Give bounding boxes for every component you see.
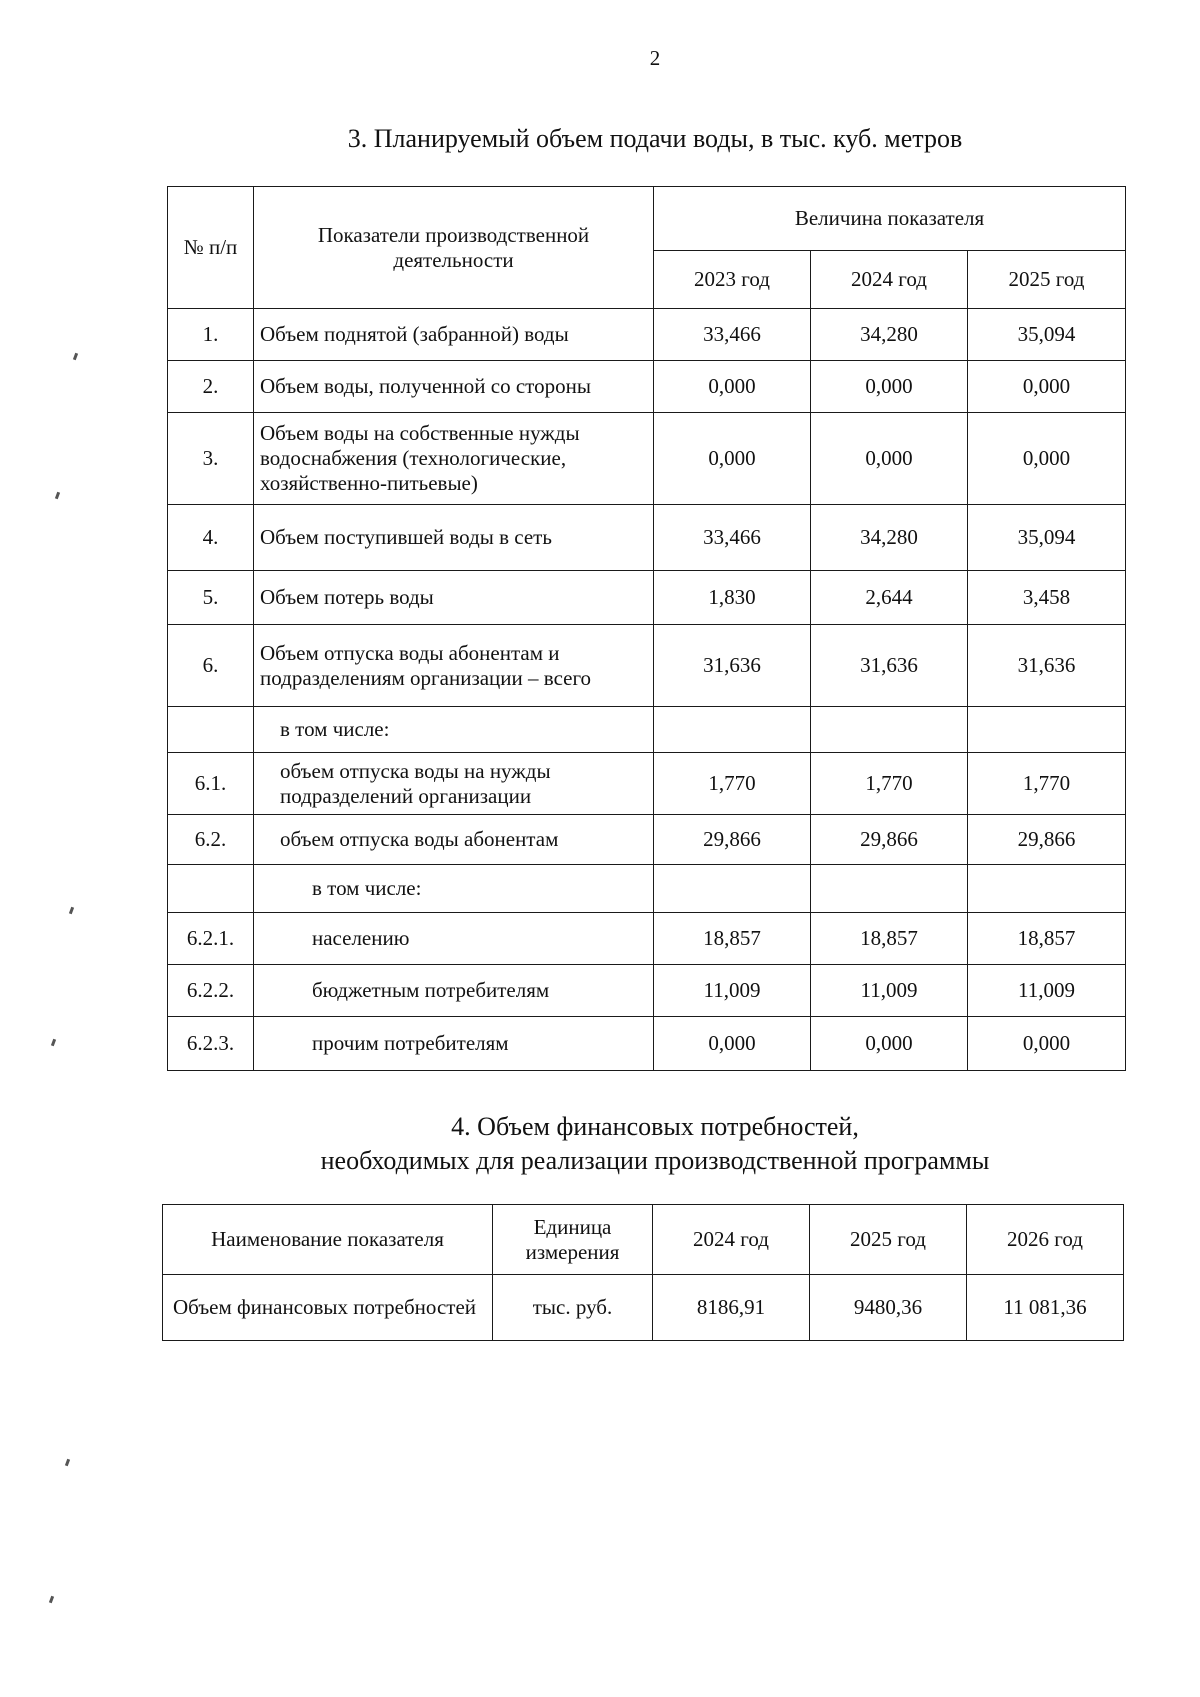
table-row [168, 361, 1126, 413]
row-name: Объем поднятой (забранной) воды [254, 309, 654, 361]
row-value: 33,466 [654, 309, 811, 361]
page-number: 2 [649, 46, 661, 70]
header-year-2024: 2024 год [811, 251, 968, 309]
row-name: в том числе: [254, 865, 654, 913]
row-value: 33,466 [654, 505, 811, 571]
row-value [654, 865, 811, 913]
row-num: 1. [168, 309, 254, 361]
row-value: 1,770 [654, 753, 811, 815]
row-name: прочим потребителям [254, 1017, 654, 1071]
row-name: в том числе: [254, 707, 654, 753]
table-row [163, 1275, 1124, 1341]
section-4-title-line-1: 4. Объем финансовых потребностей, [451, 1112, 859, 1141]
table-row [168, 625, 1126, 707]
header-year-2025: 2025 год [968, 251, 1126, 309]
row-value: 11 081,36 [967, 1275, 1124, 1341]
row-value: 31,636 [654, 625, 811, 707]
header-num: № п/п [168, 187, 254, 309]
row-num: 3. [168, 413, 254, 505]
row-num: 6.2.1. [168, 913, 254, 965]
row-value: 34,280 [811, 309, 968, 361]
row-value: 0,000 [968, 361, 1126, 413]
scan-mark [69, 907, 74, 915]
row-value: 11,009 [811, 965, 968, 1017]
row-value: 0,000 [654, 361, 811, 413]
row-value: 18,857 [811, 913, 968, 965]
row-value: 18,857 [654, 913, 811, 965]
row-num [168, 865, 254, 913]
row-value: 18,857 [968, 913, 1126, 965]
table-row [168, 413, 1126, 505]
row-value [811, 865, 968, 913]
row-value: 29,866 [654, 815, 811, 865]
scan-mark [73, 353, 78, 361]
row-num: 5. [168, 571, 254, 625]
row-num: 6.2.2. [168, 965, 254, 1017]
row-value: 0,000 [654, 413, 811, 505]
row-value: 0,000 [654, 1017, 811, 1071]
row-name: Объем отпуска воды абонентам и подразделениям организации – всего [254, 625, 654, 707]
row-name: Объем потерь воды [254, 571, 654, 625]
table-row [168, 815, 1126, 865]
row-value: 9480,36 [810, 1275, 967, 1341]
row-num: 6.2.3. [168, 1017, 254, 1071]
header-unit: Единица измерения [493, 1205, 653, 1275]
row-value: 11,009 [968, 965, 1126, 1017]
table-row [168, 505, 1126, 571]
row-num: 2. [168, 361, 254, 413]
financial-needs-table [162, 1204, 1124, 1341]
section-4-title-line-2: необходимых для реализации производственной программы [320, 1146, 990, 1175]
row-value [968, 865, 1126, 913]
table-row [168, 571, 1126, 625]
row-value [654, 707, 811, 753]
row-name: населению [254, 913, 654, 965]
row-unit: тыс. руб. [493, 1275, 653, 1341]
row-num: 6.1. [168, 753, 254, 815]
row-value [811, 707, 968, 753]
table-row [168, 913, 1126, 965]
scan-mark [49, 1596, 54, 1604]
row-value: 0,000 [811, 1017, 968, 1071]
row-value: 0,000 [968, 413, 1126, 505]
scan-mark [55, 492, 60, 500]
row-value: 1,830 [654, 571, 811, 625]
row-value: 29,866 [811, 815, 968, 865]
table-row [168, 865, 1126, 913]
row-name: Объем воды на собственные нужды водоснабжения (технологические, хозяйственно-питьевые) [254, 413, 654, 505]
row-name: Объем воды, полученной со стороны [254, 361, 654, 413]
section-4-title [0, 1110, 1200, 1178]
row-value: 0,000 [811, 413, 968, 505]
row-name: Объем поступившей воды в сеть [254, 505, 654, 571]
row-value: 0,000 [811, 361, 968, 413]
row-num: 4. [168, 505, 254, 571]
row-value: 35,094 [968, 309, 1126, 361]
row-value: 8186,91 [653, 1275, 810, 1341]
table-row [168, 965, 1126, 1017]
header-value-group: Величина показателя [654, 187, 1126, 251]
table-row [168, 1017, 1126, 1071]
row-value: 1,770 [968, 753, 1126, 815]
table-row [168, 309, 1126, 361]
row-num: 6. [168, 625, 254, 707]
row-num: 6.2. [168, 815, 254, 865]
header-year-2025: 2025 год [810, 1205, 967, 1275]
row-value: 2,644 [811, 571, 968, 625]
row-name: объем отпуска воды на нужды подразделений организации [254, 753, 654, 815]
row-value: 31,636 [968, 625, 1126, 707]
row-value: 35,094 [968, 505, 1126, 571]
section-3-title: 3. Планируемый объем подачи воды, в тыс. куб. метров [347, 124, 963, 153]
row-name: бюджетным потребителям [254, 965, 654, 1017]
row-name: Объем финансовых потребностей [163, 1275, 493, 1341]
header-indicator-name: Наименование показателя [163, 1205, 493, 1275]
header-indicator: Показатели производственной деятельности [254, 187, 654, 309]
water-supply-table [167, 186, 1126, 1071]
scan-mark [51, 1039, 56, 1047]
row-value: 1,770 [811, 753, 968, 815]
row-name: объем отпуска воды абонентам [254, 815, 654, 865]
row-value: 0,000 [968, 1017, 1126, 1071]
row-num [168, 707, 254, 753]
header-year-2026: 2026 год [967, 1205, 1124, 1275]
row-value: 31,636 [811, 625, 968, 707]
table-row [168, 753, 1126, 815]
row-value: 34,280 [811, 505, 968, 571]
row-value: 11,009 [654, 965, 811, 1017]
header-year-2024: 2024 год [653, 1205, 810, 1275]
row-value [968, 707, 1126, 753]
row-value: 3,458 [968, 571, 1126, 625]
scan-mark [65, 1459, 70, 1467]
header-year-2023: 2023 год [654, 251, 811, 309]
table-row [168, 707, 1126, 753]
row-value: 29,866 [968, 815, 1126, 865]
